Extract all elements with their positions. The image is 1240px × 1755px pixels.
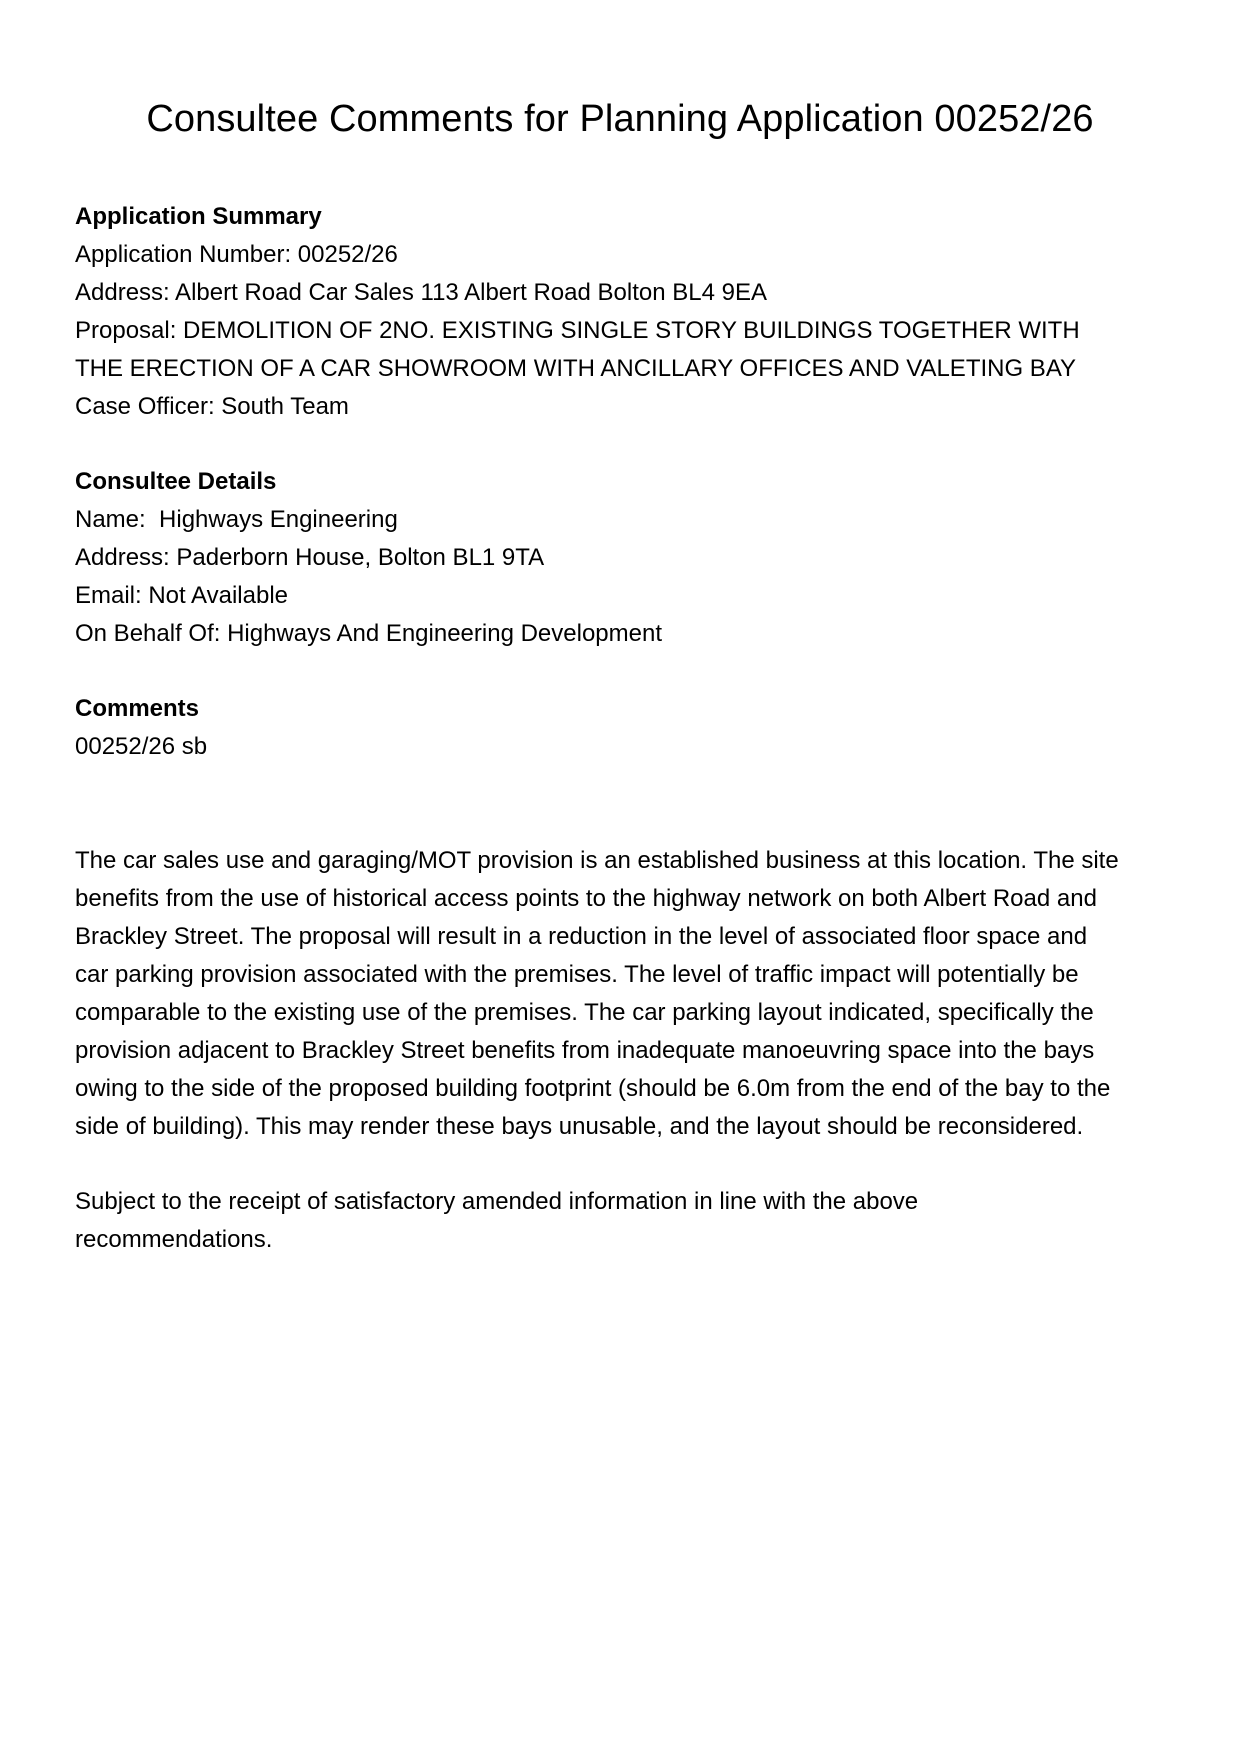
- paragraph-line: Brackley Street. The proposal will result in a reduction in the level of associated floor space and: [75, 923, 1088, 950]
- application-number: Application Number: 00252/26: [75, 241, 398, 268]
- consultee-email: Email: Not Available: [75, 582, 288, 609]
- paragraph-line: The car sales use and garaging/MOT provision is an established business at this location. The site: [75, 847, 1119, 874]
- comments-section: [75, 690, 1175, 1259]
- application-address: Address: Albert Road Car Sales 113 Albert Road Bolton BL4 9EA: [75, 279, 767, 306]
- comments-heading: Comments: [75, 695, 200, 722]
- spacer: [75, 766, 1175, 842]
- application-summary-heading: Application Summary: [75, 203, 322, 230]
- paragraph-line: side of building). This may render these bays unusable, and the layout should be reconsidered.: [75, 1113, 1084, 1140]
- consultee-on-behalf-of: On Behalf Of: Highways And Engineering Development: [75, 620, 663, 647]
- paragraph-line: benefits from the use of historical access points to the highway network on both Albert Road and: [75, 885, 1097, 912]
- comments-paragraph-2: [75, 1183, 1175, 1259]
- paragraph-line: recommendations.: [75, 1226, 273, 1253]
- consultee-details-heading: Consultee Details: [75, 468, 277, 495]
- comments-reference: 00252/26 sb: [75, 733, 208, 760]
- paragraph-line: comparable to the existing use of the premises. The car parking layout indicated, specifically the: [75, 999, 1094, 1026]
- comments-paragraph-1: [75, 842, 1175, 1146]
- spacer: [75, 1146, 1175, 1183]
- consultee-details-section: [75, 463, 1175, 653]
- paragraph-line: owing to the side of the proposed building footprint (should be 6.0m from the end of the bay to the: [75, 1075, 1111, 1102]
- page-title: Consultee Comments for Planning Application 00252/26: [146, 98, 1094, 140]
- paragraph-line: provision adjacent to Brackley Street benefits from inadequate manoeuvring space into the bays: [75, 1037, 1095, 1064]
- proposal-line-1: Proposal: DEMOLITION OF 2NO. EXISTING SINGLE STORY BUILDINGS TOGETHER WITH: [75, 317, 1080, 344]
- proposal-line-2: THE ERECTION OF A CAR SHOWROOM WITH ANCILLARY OFFICES AND VALETING BAY: [75, 355, 1077, 382]
- paragraph-line: Subject to the receipt of satisfactory amended information in line with the above: [75, 1188, 919, 1215]
- consultee-name: Name: Highways Engineering: [75, 506, 398, 533]
- case-officer: Case Officer: South Team: [75, 393, 349, 420]
- consultee-address: Address: Paderborn House, Bolton BL1 9TA: [75, 544, 545, 571]
- paragraph-line: car parking provision associated with the premises. The level of traffic impact will potentially be: [75, 961, 1079, 988]
- application-summary-section: [75, 198, 1175, 426]
- document-content: [75, 198, 1175, 1259]
